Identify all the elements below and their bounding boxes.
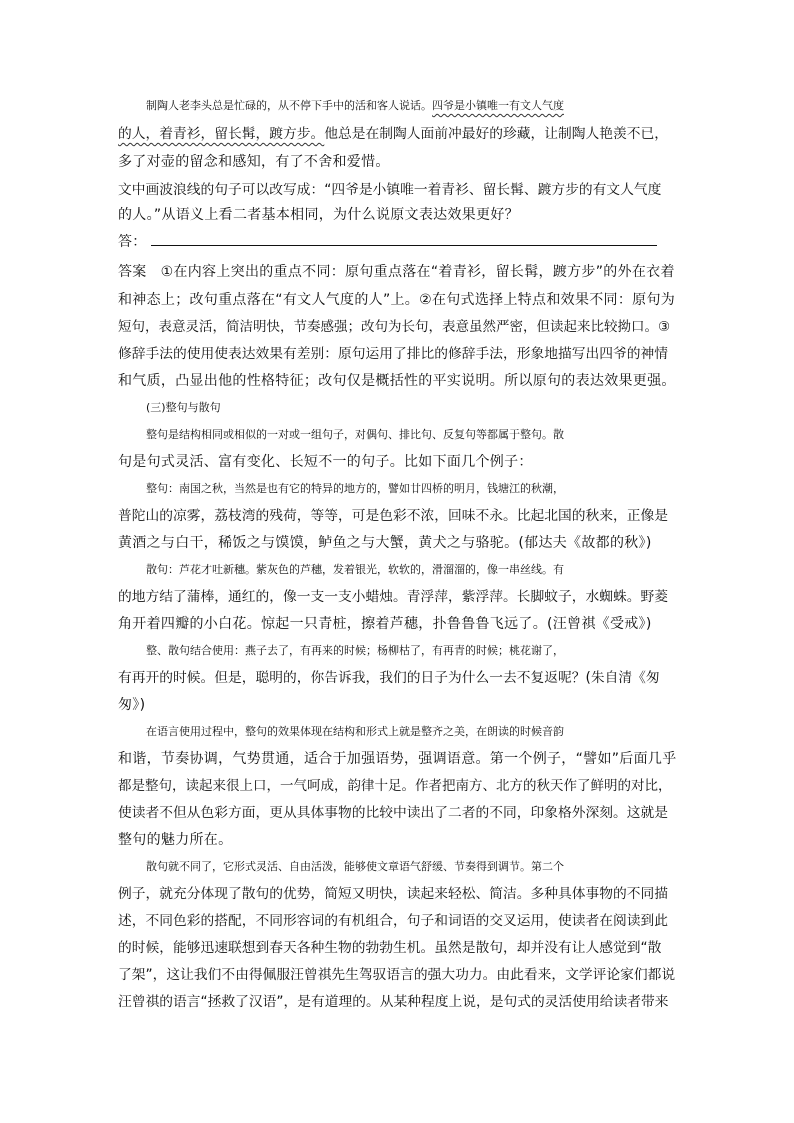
example-line: 整句：南国之秋，当然是也有它的特异的地方的，譬如廿四桥的明月，钱塘江的秋潮， <box>146 482 564 495</box>
body-line: 述，不同色彩的搭配，不同形容词的有机组合，句子和词语的交叉运用，使读者在阅读到此 <box>118 913 669 929</box>
answer-line: 和气质，凸显出他的性格特征；改句仅是概括性的平实说明。所以原句的表达效果更强。 <box>118 373 676 389</box>
passage-line: 多了对壶的留念和感知，有了不舍和爱惜。 <box>118 154 390 170</box>
answer-line <box>118 262 678 282</box>
body-line: 和谐，节奏协调，气势贯通，适合于加强语势，强调语意。第一个例子，“譬如”后面几乎 <box>118 751 677 767</box>
answer-blank[interactable] <box>151 231 657 246</box>
example-line: 有再开的时候。但是，聪明的，你告诉我，我们的日子为什么一去不复返呢？(朱自清《匆 <box>118 670 660 686</box>
example-line: 普陀山的凉雾，荔枝湾的残荷，等等，可是色彩不浓，回味不永。比起北国的秋来，正像是 <box>118 508 669 524</box>
body-line: 了架”，这让我们不由得佩服汪曾祺先生驾驭语言的强大功力。由此看来，文学评论家们都说 <box>118 967 676 983</box>
answer-prompt: 答： <box>118 234 147 250</box>
wavy-underlined-sentence: 的人，着青衫，留长髯，踱方步。 <box>118 126 325 142</box>
wavy-underlined-sentence: 四爷是小镇唯一有文人气度 <box>432 99 564 112</box>
answer-blank-line <box>118 231 678 252</box>
body-line: 在语言使用过程中，整句的效果体现在结构和形式上就是整齐之美，在朗读的时候音韵 <box>146 725 564 738</box>
answer-label: 答案 <box>118 264 147 280</box>
example-line: 的地方结了蒲棒，通红的，像一支一支小蜡烛。青浮萍，紫浮萍。长脚蚊子，水蜘蛛。野菱 <box>118 589 669 605</box>
body-line: 都是整句，读起来很上口，一气呵成，韵律十足。作者把南方、北方的秋天作了鲜明的对比， <box>118 778 672 794</box>
example-line: 整、散句结合使用：燕子去了，有再来的时候；杨柳枯了，有再青的时候；桃花谢了， <box>146 644 564 657</box>
answer-line: 和神态上；改句重点落在“有文人气度的人”上。②在句式选择上特点和效果不同：原句为 <box>118 292 676 308</box>
body-line: 散句就不同了，它形式灵活、自由活泼，能够使文章语气舒缓、节奏得到调节。第二个 <box>146 860 564 873</box>
answer-line: 短句，表意灵活，简洁明快，节奏感强；改句为长句，表意虽然严密，但读起来比较拗口。③ <box>118 319 671 335</box>
example-line: 黄酒之与白干，稀饭之与馍馍，鲈鱼之与大蟹，黄犬之与骆驼。(郁达夫《故都的秋》) <box>118 535 652 551</box>
body-line: 句是句式灵活、富有变化、长短不一的句子。比如下面几个例子： <box>118 454 533 470</box>
question-line: 文中画波浪线的句子可以改写成：“四爷是小镇唯一着青衫、留长髯、踱方步的有文人气度 <box>118 182 662 198</box>
example-line: 散句：芦花才吐新穗。紫灰色的芦穗，发着银光，软软的，滑溜溜的，像一串丝线。有 <box>146 563 564 576</box>
example-line: 匆》) <box>118 697 146 713</box>
section-heading: (三)整句与散句 <box>146 401 221 414</box>
answer-text: ①在内容上突出的重点不同：原句重点落在“着青衫，留长髯，踱方步”的外在衣着 <box>160 264 675 280</box>
passage-text: 他总是在制陶人面前冲最好的珍藏，让制陶人艳羡不已， <box>324 126 669 142</box>
passage-line <box>146 96 706 116</box>
passage-line <box>118 124 678 144</box>
passage-text: 制陶人老李头总是忙碌的，从不停下手中的活和客人说话。 <box>146 99 432 112</box>
example-line: 角开着四瓣的小白花。惊起一只青桩，擦着芦穗，扑鲁鲁鲁飞远了。(汪曾祺《受戒》) <box>118 616 652 632</box>
answer-line: 修辞手法的使用使表达效果有差别：原句运用了排比的修辞手法，形象地描写出四爷的神情 <box>118 346 669 362</box>
body-line: 汪曾祺的语言“拯救了汉语”，是有道理的。从某种程度上说，是句式的灵活使用给读者带来 <box>118 994 669 1010</box>
body-line: 例子，就充分体现了散句的优势，简短又明快，读起来轻松、简洁。多种具体事物的不同描 <box>118 886 669 902</box>
body-line: 整句是结构相同或相似的一对或一组句子，对偶句、排比句、反复句等都属于整句。散 <box>146 428 564 441</box>
body-line: 整句的魅力所在。 <box>118 832 233 848</box>
body-line: 使读者不但从色彩方面，更从具体事物的比较中读出了二者的不同，印象格外深刻。这就是 <box>118 805 669 821</box>
body-line: 的时候，能够迅速联想到春天各种生物的勃勃生机。虽然是散句，却并没有让人感觉到“散 <box>118 940 662 956</box>
question-line: 的人。”从语义上看二者基本相同，为什么说原文表达效果更好？ <box>118 207 519 223</box>
